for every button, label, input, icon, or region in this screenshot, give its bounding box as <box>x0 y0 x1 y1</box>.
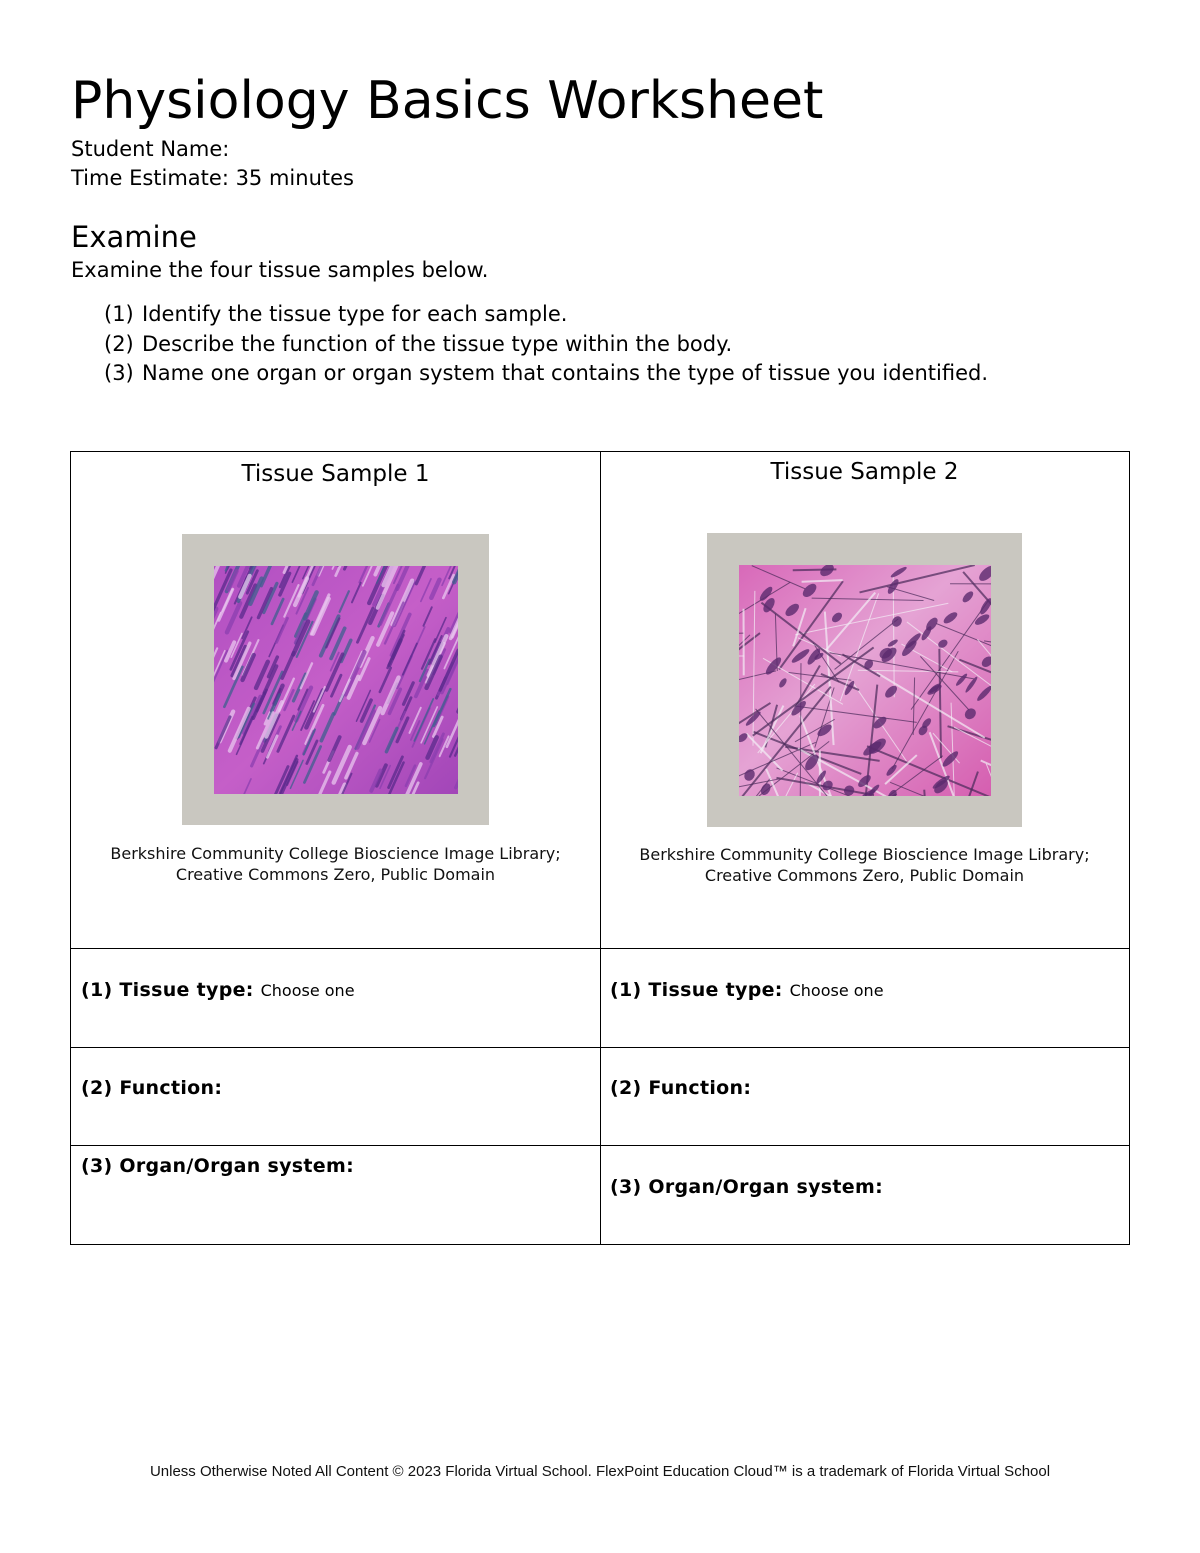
tissue-type-label: (1) Tissue type: <box>610 979 783 1001</box>
instruction-number: (2) <box>104 331 134 356</box>
instruction-item <box>104 300 988 330</box>
tissue-type-dropdown[interactable]: Choose one <box>789 981 884 1000</box>
tissue-type-label: (1) Tissue type: <box>81 979 254 1001</box>
instruction-list <box>104 300 988 389</box>
tissue-sample-1-organ-label: (3) Organ/Organ system: <box>81 1155 354 1177</box>
tissue-sample-1-function-label: (2) Function: <box>81 1077 223 1099</box>
tissue-sample-1-title: Tissue Sample 1 <box>241 461 430 487</box>
tissue-sample-2-caption-line1: Berkshire Community College Bioscience Image Library; <box>639 845 1090 864</box>
tissue-sample-1-micrograph <box>214 566 458 794</box>
tissue-sample-1-caption-line2: Creative Commons Zero, Public Domain <box>175 865 496 884</box>
instruction-item <box>104 330 988 360</box>
tissue-sample-2-frame <box>707 533 1022 827</box>
row-divider <box>71 948 1129 949</box>
page-title: Physiology Basics Worksheet <box>71 71 824 131</box>
instruction-number: (1) <box>104 302 134 326</box>
tissue-sample-2-organ-label: (3) Organ/Organ system: <box>610 1176 883 1198</box>
tissue-sample-2-title: Tissue Sample 2 <box>770 459 959 485</box>
tissue-type-dropdown[interactable]: Choose one <box>260 981 355 1000</box>
tissue-sample-2-caption-line2: Creative Commons Zero, Public Domain <box>704 866 1025 885</box>
instruction-number: (3) <box>104 361 134 385</box>
tissue-sample-1-tissue-type-field[interactable] <box>81 977 355 1004</box>
tissue-sample-1-caption-line1: Berkshire Community College Bioscience Image Library; <box>110 844 561 863</box>
tissue-sample-table <box>70 451 1130 1245</box>
tissue-sample-2-micrograph <box>739 565 991 796</box>
student-name-label: Student Name: <box>71 137 230 161</box>
instruction-text: Identify the tissue type for each sample. <box>142 302 568 326</box>
instruction-text: Describe the function of the tissue type within the body. <box>142 331 733 356</box>
tissue-sample-2-tissue-type-field[interactable] <box>610 977 884 1004</box>
copyright-footer: Unless Otherwise Noted All Content © 2023 Florida Virtual School. FlexPoint Education Cloud™ is a trademark of Florida Virtual School <box>149 1463 1051 1480</box>
examine-intro: Examine the four tissue samples below. <box>71 258 489 282</box>
tissue-sample-2-function-label: (2) Function: <box>610 1077 752 1099</box>
time-estimate: Time Estimate: 35 minutes <box>71 166 354 190</box>
row-divider <box>71 1047 1129 1048</box>
instruction-item <box>104 359 988 389</box>
section-heading-examine: Examine <box>71 220 197 254</box>
instruction-text: Name one organ or organ system that contains the type of tissue you identified. <box>142 361 988 385</box>
row-divider <box>71 1145 1129 1146</box>
tissue-sample-1-frame <box>182 534 489 825</box>
